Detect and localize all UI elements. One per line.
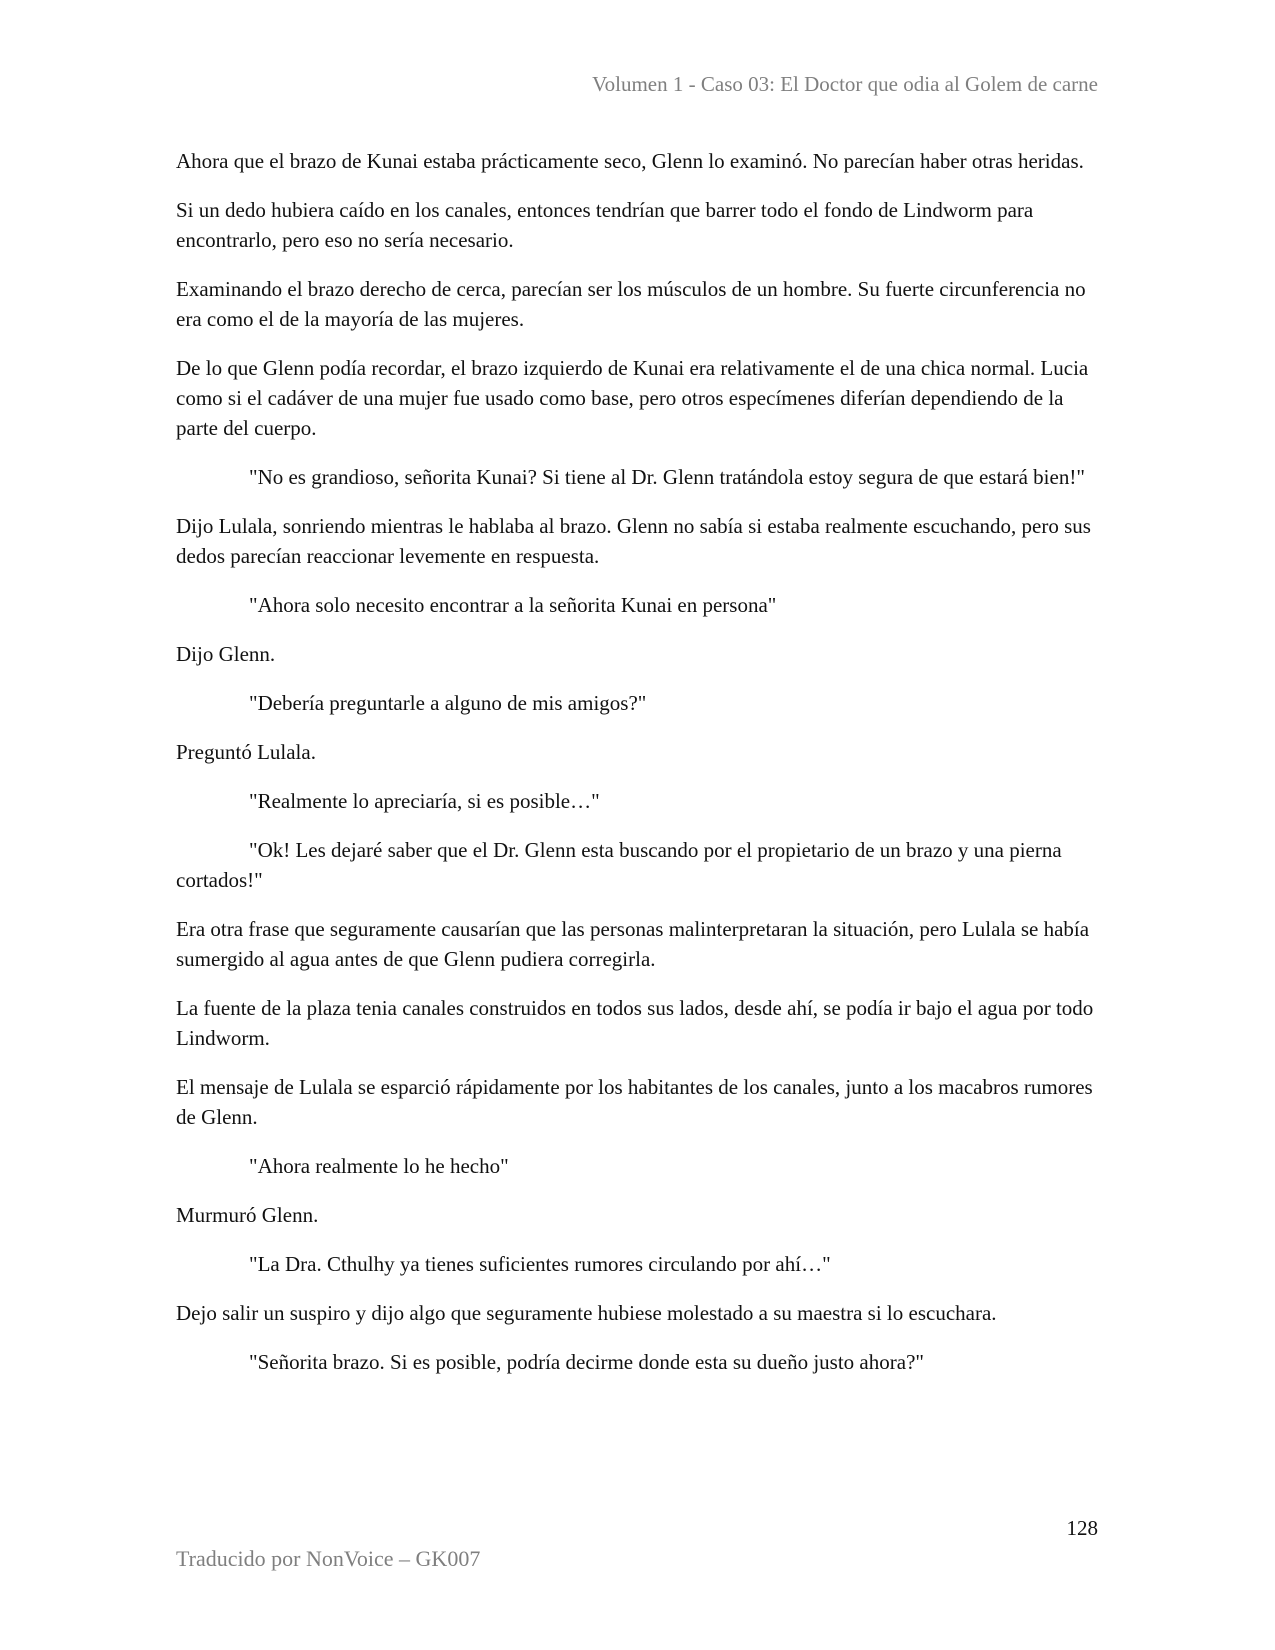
paragraph-17: Murmuró Glenn. — [176, 1203, 319, 1227]
dialogue-line-6: "Ahora realmente lo he hecho" — [249, 1154, 509, 1178]
dialogue-line-4: "Realmente lo apreciaría, si es posible…" — [249, 789, 600, 813]
dialogue-line-7: "La Dra. Cthulhy ya tienes suficientes rumores circulando por ahí…" — [249, 1252, 831, 1276]
paragraph-19: Dejo salir un suspiro y dijo algo que seguramente hubiese molestado a su maestra si lo escuchara. — [176, 1301, 997, 1325]
page-number: 128 — [1066, 1516, 1098, 1540]
paragraph-2: Si un dedo hubiera caído en los canales, entonces tendrían que barrer todo el fondo de Lindworm para encontrarlo, pero eso no sería necesario. — [176, 198, 1034, 252]
dialogue-line-2: "Ahora solo necesito encontrar a la señorita Kunai en persona" — [249, 593, 777, 617]
translator-credit: Traducido por NonVoice – GK007 — [176, 1546, 481, 1571]
paragraph-1: Ahora que el brazo de Kunai estaba prácticamente seco, Glenn lo examinó. No parecían haber otras heridas. — [176, 149, 1084, 173]
paragraph-4: De lo que Glenn podía recordar, el brazo izquierdo de Kunai era relativamente el de una chica normal. Lucia como si el cadáver de una mujer fue usado como base, pero otros especímenes diferían dependiendo de la parte del cuerpo. — [176, 356, 1089, 440]
paragraph-14: La fuente de la plaza tenia canales construidos en todos sus lados, desde ahí, se podía ir bajo el agua por todo Lindworm. — [176, 996, 1094, 1050]
running-header: Volumen 1 - Caso 03: El Doctor que odia al Golem de carne — [592, 72, 1098, 96]
paragraph-3: Examinando el brazo derecho de cerca, parecían ser los músculos de un hombre. Su fuerte circunferencia no era como el de la mayoría de las mujeres. — [176, 277, 1086, 331]
page-body — [176, 146, 1101, 1396]
dialogue-line-3: "Debería preguntarle a alguno de mis amigos?" — [249, 691, 647, 715]
dialogue-line-1: "No es grandioso, señorita Kunai? Si tiene al Dr. Glenn tratándola estoy segura de que estará bien!" — [249, 465, 1085, 489]
paragraph-13: Era otra frase que seguramente causarían que las personas malinterpretaran la situación, pero Lulala se había sumergido al agua antes de que Glenn pudiera corregirla. — [176, 917, 1090, 971]
paragraph-6: Dijo Lulala, sonriendo mientras le hablaba al brazo. Glenn no sabía si estaba realmente escuchando, pero sus dedos parecían reaccionar levemente en respuesta. — [176, 514, 1091, 568]
paragraph-10: Preguntó Lulala. — [176, 740, 316, 764]
paragraph-15: El mensaje de Lulala se esparció rápidamente por los habitantes de los canales, junto a los macabros rumores de Glenn. — [176, 1075, 1093, 1129]
paragraph-8: Dijo Glenn. — [176, 642, 276, 666]
dialogue-line-8: "Señorita brazo. Si es posible, podría decirme donde esta su dueño justo ahora?" — [249, 1350, 924, 1374]
dialogue-line-5: "Ok! Les dejaré saber que el Dr. Glenn esta buscando por el propietario de un brazo y una pierna cortados!" — [176, 838, 1062, 892]
